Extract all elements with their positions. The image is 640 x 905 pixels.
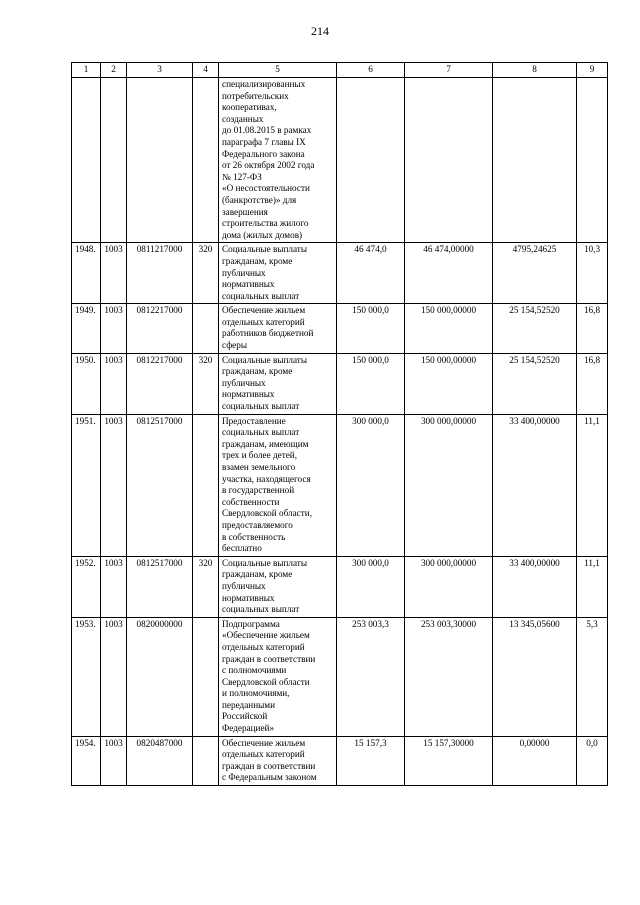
section-code [101,78,127,243]
expense-name: Обеспечение жильем отдельных категорий граждан в соответствии с Федеральным законом [219,736,337,785]
target-article-code: 0811217000 [127,243,193,304]
expense-name: специализированных потребительских кооперативах, созданных до 01.08.2015 в рамках параграфа 7 главы IX Федерального закона от 26 октября 2002 года № 127-ФЗ «О несостоятельности (банкротстве)» для завершения строительства жилого дома (жилых домов) [219,78,337,243]
page-number: 214 [311,24,329,38]
planned-amount: 300 000,00000 [405,556,493,617]
target-article-code: 0812217000 [127,304,193,353]
section-code: 1003 [101,414,127,556]
section-code: 1003 [101,243,127,304]
row-number: 1948. [72,243,101,304]
expense-name: Социальные выплаты гражданам, кроме публичных нормативных социальных выплат [219,556,337,617]
table-row [72,736,608,785]
section-code: 1003 [101,617,127,736]
executed-amount [493,78,577,243]
expense-name: Обеспечение жильем отдельных категорий работников бюджетной сферы [219,304,337,353]
expense-kind-code [193,414,219,556]
planned-amount: 150 000,00000 [405,353,493,414]
target-article-code: 0820000000 [127,617,193,736]
planned-amount: 150 000,00000 [405,304,493,353]
table-row [72,414,608,556]
column-header: 7 [405,63,493,78]
expense-kind-code [193,736,219,785]
column-header: 4 [193,63,219,78]
expense-name: Подпрограмма «Обеспечение жильем отдельных категорий граждан в соответствии с полномочиями Свердловской области и полномочиями, переданными Российской Федерацией» [219,617,337,736]
column-header: 6 [337,63,405,78]
execution-percent: 0,0 [577,736,608,785]
table-row [72,617,608,736]
expense-name: Социальные выплаты гражданам, кроме публичных нормативных социальных выплат [219,353,337,414]
planned-amount: 300 000,00000 [405,414,493,556]
target-article-code: 0820487000 [127,736,193,785]
section-code: 1003 [101,556,127,617]
expense-kind-code: 320 [193,353,219,414]
expense-name: Предоставление социальных выплат гражданам, имеющим трех и более детей, взамен земельного участка, находящегося в государственной собственности Свердловской области, предоставляемого в собственность бесплатно [219,414,337,556]
column-header: 5 [219,63,337,78]
executed-amount: 4795,24625 [493,243,577,304]
target-article-code: 0812217000 [127,353,193,414]
table-row [72,353,608,414]
approved-amount: 253 003,3 [337,617,405,736]
expense-kind-code [193,78,219,243]
approved-amount: 150 000,0 [337,304,405,353]
table-row [72,304,608,353]
target-article-code [127,78,193,243]
column-header: 2 [101,63,127,78]
target-article-code: 0812517000 [127,556,193,617]
row-number: 1954. [72,736,101,785]
execution-percent: 16,8 [577,304,608,353]
planned-amount [405,78,493,243]
expense-kind-code: 320 [193,243,219,304]
executed-amount: 25 154,52520 [493,304,577,353]
approved-amount: 150 000,0 [337,353,405,414]
approved-amount: 15 157,3 [337,736,405,785]
column-header: 3 [127,63,193,78]
row-number: 1951. [72,414,101,556]
execution-percent [577,78,608,243]
section-code: 1003 [101,353,127,414]
planned-amount: 253 003,30000 [405,617,493,736]
executed-amount: 33 400,00000 [493,414,577,556]
execution-percent: 5,3 [577,617,608,736]
execution-percent: 16,8 [577,353,608,414]
executed-amount: 0,00000 [493,736,577,785]
expense-kind-code [193,617,219,736]
execution-percent: 11,1 [577,556,608,617]
planned-amount: 46 474,00000 [405,243,493,304]
approved-amount: 300 000,0 [337,556,405,617]
approved-amount: 46 474,0 [337,243,405,304]
expense-kind-code: 320 [193,556,219,617]
table-row [72,78,608,243]
expense-name: Социальные выплаты гражданам, кроме публичных нормативных социальных выплат [219,243,337,304]
approved-amount: 300 000,0 [337,414,405,556]
budget-table [71,62,608,786]
row-number: 1950. [72,353,101,414]
row-number: 1949. [72,304,101,353]
target-article-code: 0812517000 [127,414,193,556]
column-header: 1 [72,63,101,78]
executed-amount: 13 345,05600 [493,617,577,736]
row-number: 1953. [72,617,101,736]
table-row [72,243,608,304]
row-number: 1952. [72,556,101,617]
row-number [72,78,101,243]
executed-amount: 33 400,00000 [493,556,577,617]
approved-amount [337,78,405,243]
table-row [72,556,608,617]
expense-kind-code [193,304,219,353]
execution-percent: 10,3 [577,243,608,304]
column-header: 9 [577,63,608,78]
planned-amount: 15 157,30000 [405,736,493,785]
execution-percent: 11,1 [577,414,608,556]
executed-amount: 25 154,52520 [493,353,577,414]
section-code: 1003 [101,736,127,785]
section-code: 1003 [101,304,127,353]
column-number-row [72,63,608,78]
column-header: 8 [493,63,577,78]
